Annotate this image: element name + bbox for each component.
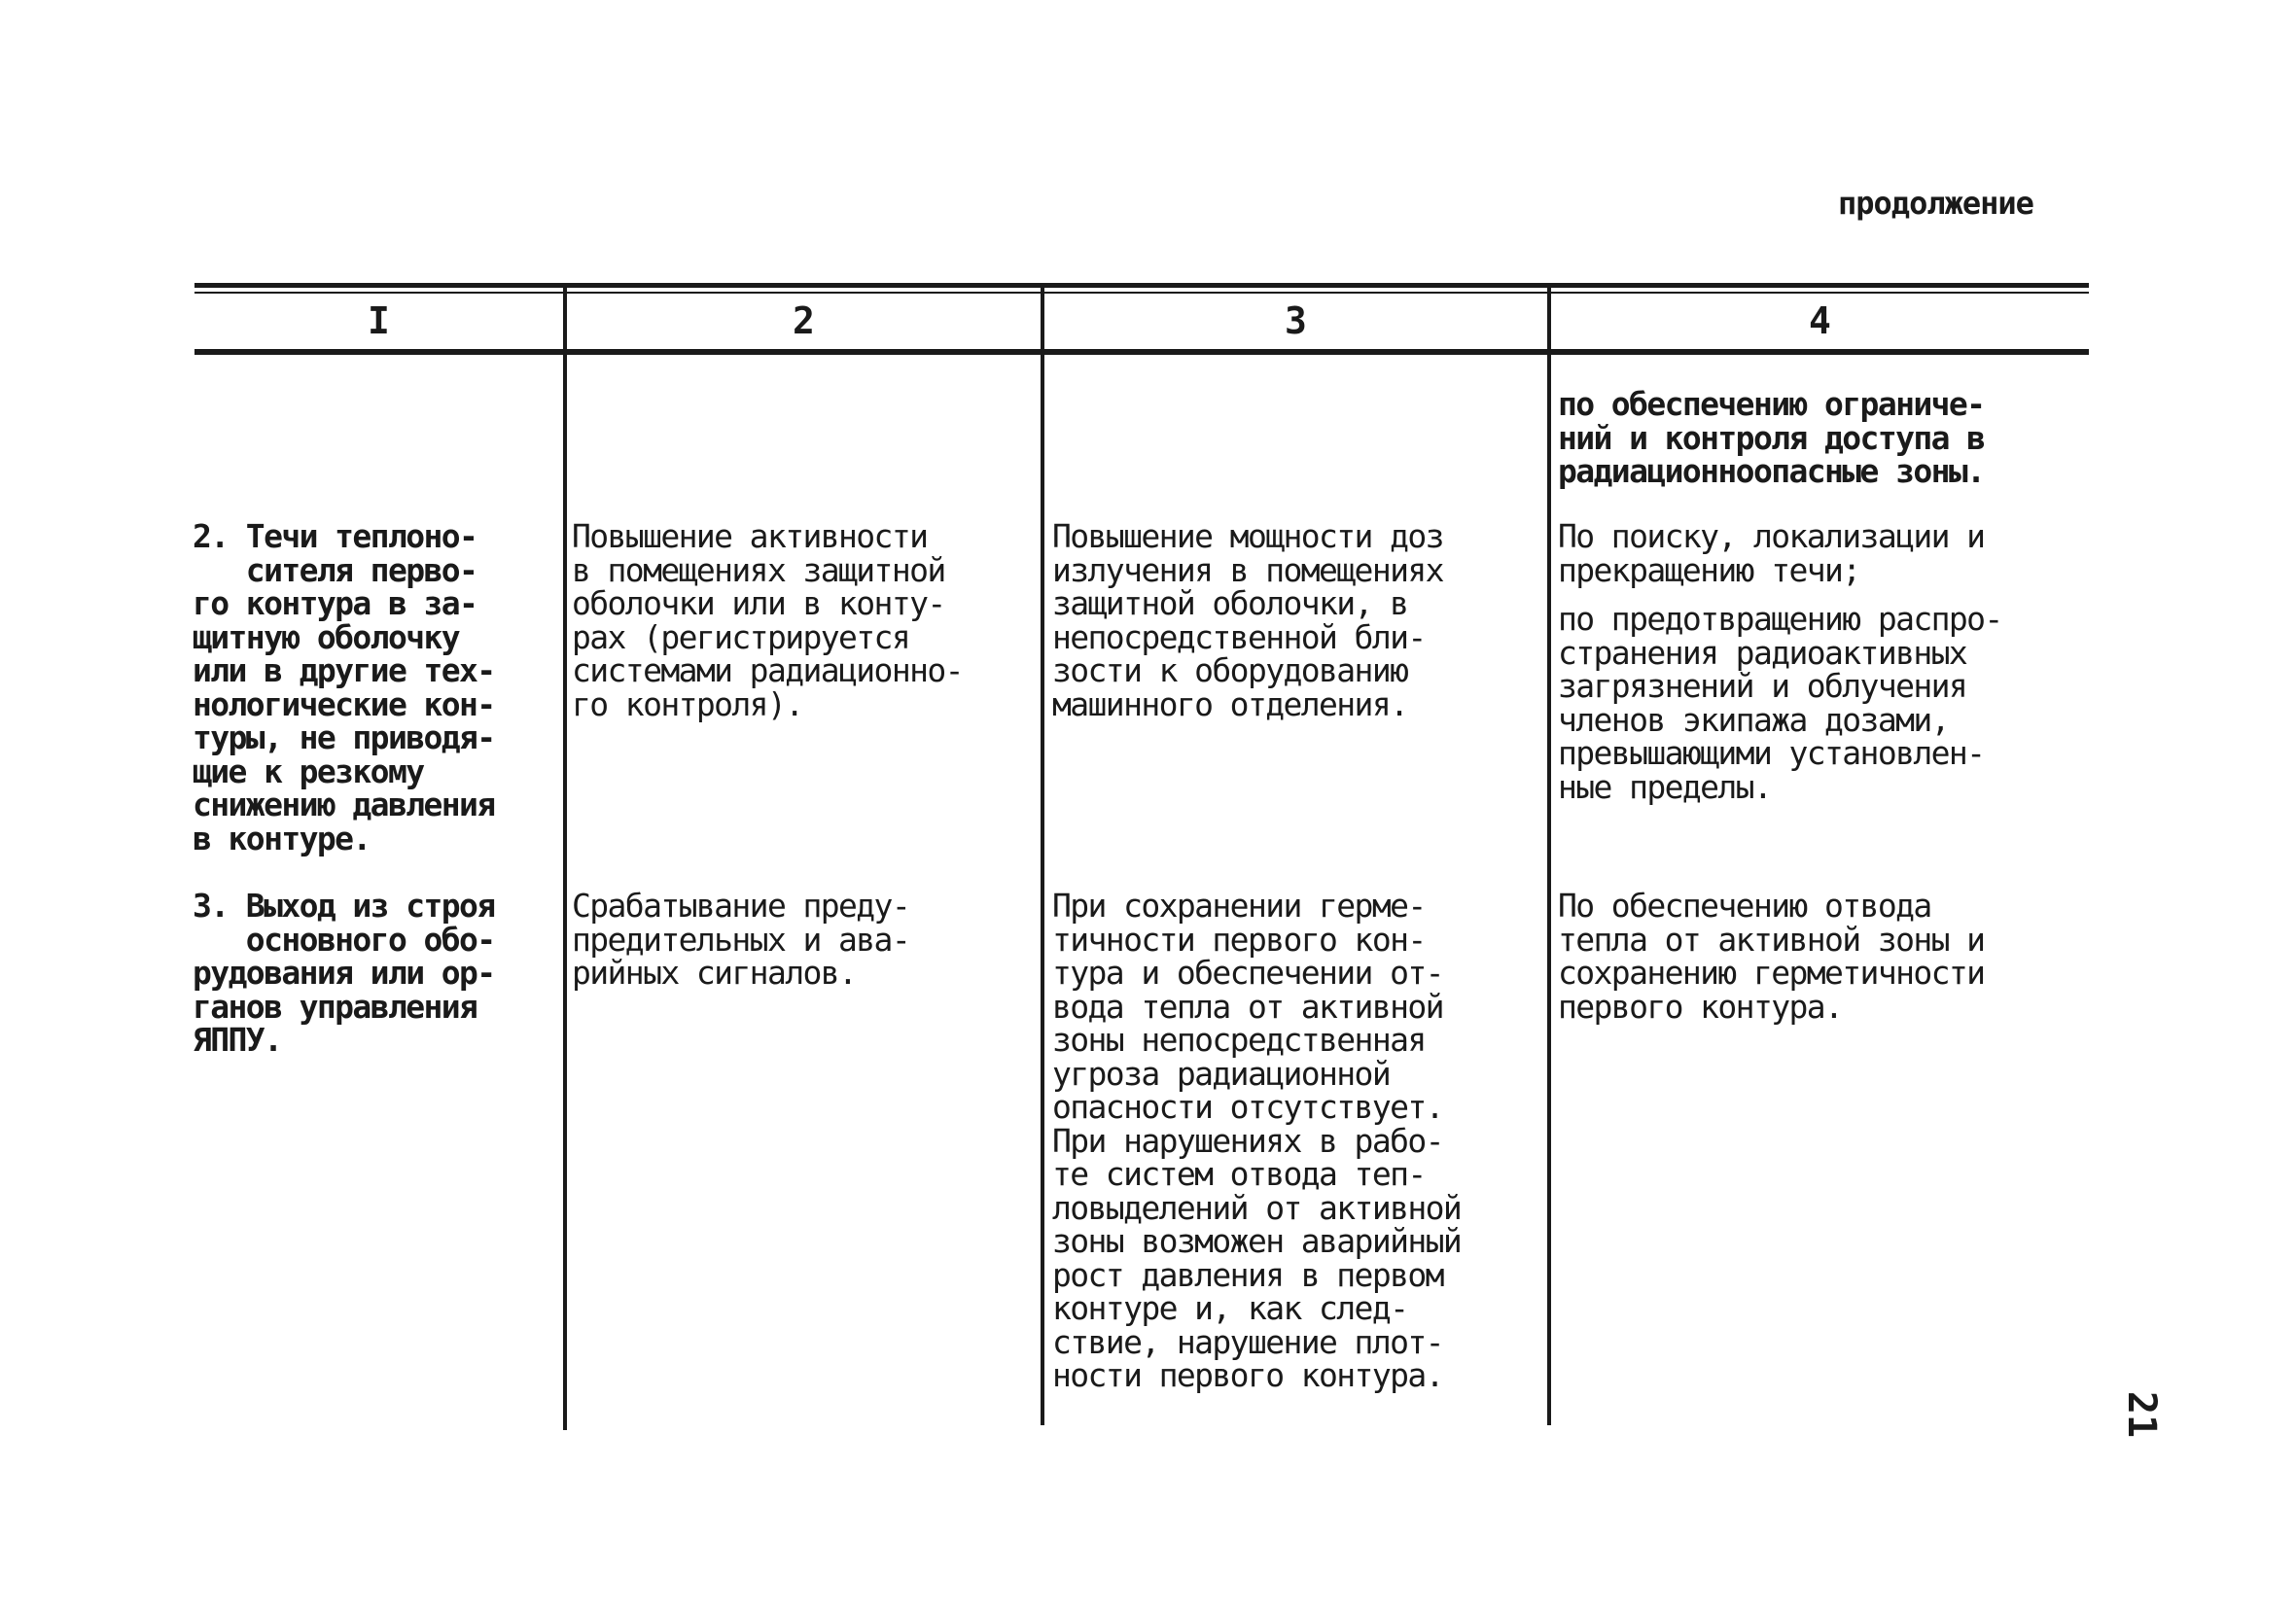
column-header-4: 4 [1809,299,1831,342]
column-header-3: 3 [1285,299,1307,342]
row-3-col-1: 3. Выход из строя основного обо- рудования или ор- ганов управления ЯППУ. [193,887,495,1059]
row-3-col-4: По обеспечению отвода тепла от активной зоны и сохранению герметичности первого контура. [1558,887,1985,1026]
column-divider-1 [563,283,567,1430]
row-2-col-3: Повышение мощности доз излучения в помещениях защитной оболочки, в непосредственной бли- зости к оборудованию машинного отделения. [1052,517,1443,723]
column-divider-2 [1041,283,1044,1425]
table-header-rule [194,349,2089,355]
column-divider-3 [1547,283,1551,1425]
row-3-col-2: Срабатывание преду- предительных и ава- рийных сигналов. [572,887,910,992]
column-header-1: I [368,299,390,342]
column-header-2: 2 [793,299,815,342]
row-2-col-4a: По поиску, локализации и прекращению течи; [1558,517,1985,589]
page-number: 21 [2119,1390,2165,1439]
table-top-rule-inner [194,292,2089,294]
row-2-col-4b: по предотвращению распро- странения радиоактивных загрязнений и облучения членов экипажа дозами, превышающими установлен- ные пределы. [1558,600,2002,806]
table-top-rule [194,283,2089,288]
row-2-col-1: 2. Течи теплоно- сителя перво- го контура в за- щитную оболочку или в другие тех- нологические кон- туры, не приводя- щие к резкому снижению давления в контуре. [193,517,495,857]
row-3-col-3: При сохранении герме- тичности первого кон- тура и обеспечении от- вода тепла от активной зоны непосредственная угроза радиационной опасности отсутствует. При нарушениях в рабо- те систем отвода теп- ловыделений от активной зоны возможен аварийный рост давления в первом контуре и, как след- ствие, нарушение плот- ности первого контура. [1052,887,1462,1394]
row-1-col-4: по обеспечению ограниче- ний и контроля доступа в радиационноопасные зоны. [1558,385,1985,490]
continuation-label: продолжение [1838,185,2033,222]
row-2-col-2: Повышение активности в помещениях защитной оболочки или в конту- рах (регистрируется системами радиационно- го контроля). [572,517,963,723]
